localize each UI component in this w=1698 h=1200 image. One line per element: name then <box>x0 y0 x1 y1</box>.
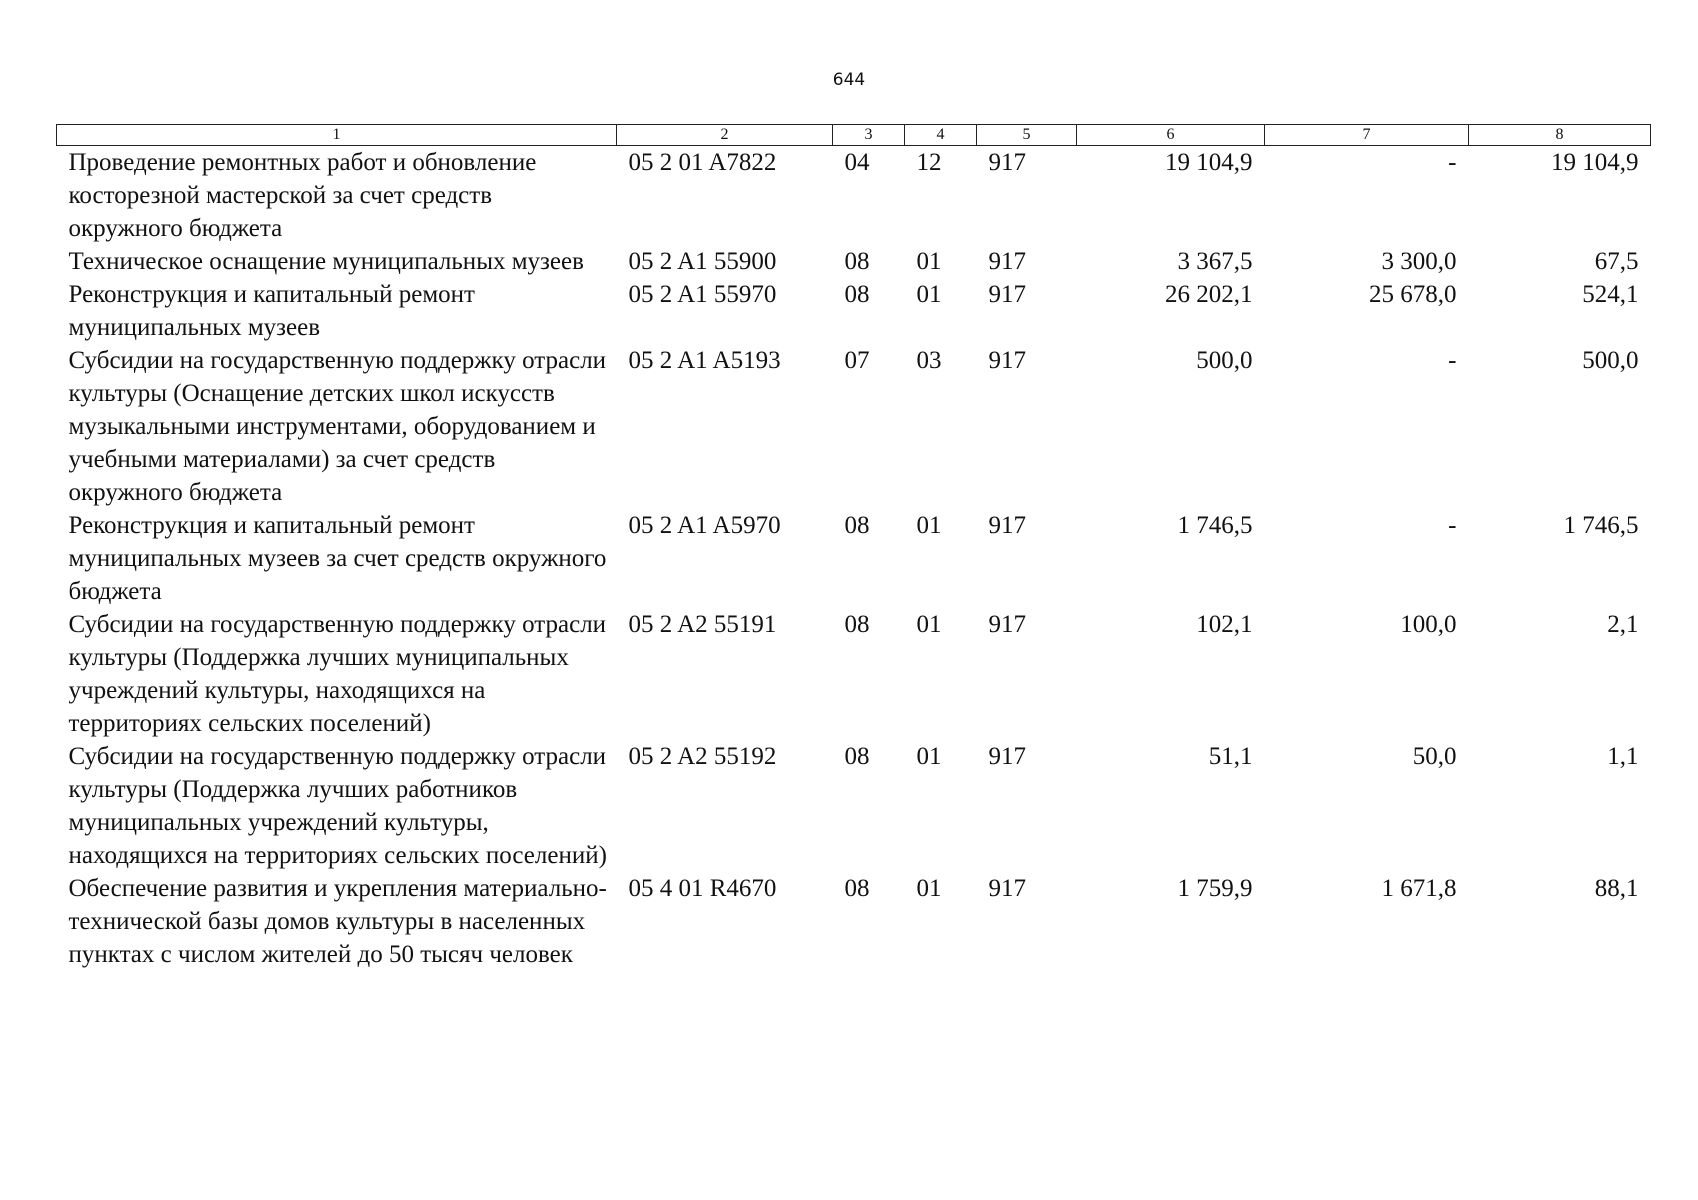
column-header-7: 7 <box>1265 125 1469 146</box>
table-header <box>57 125 1651 146</box>
row-code: 05 2 A2 55192 <box>628 743 777 770</box>
table-row <box>57 509 1651 608</box>
row-total: 19 104,9 <box>1165 149 1253 176</box>
row-admin: 917 <box>988 611 1026 638</box>
column-header-5: 5 <box>977 125 1077 146</box>
row-subsection: 01 <box>916 611 942 638</box>
table-row <box>57 278 1651 344</box>
row-code: 05 2 01 A7822 <box>628 149 777 176</box>
page-number: 644 <box>832 70 866 90</box>
row-name: Субсидии на государственную поддержку отрасли культуры (Оснащение детских школ искусств музыкальными инструментами, оборудованием и учебными материалами) за счет средств окружного бюджета <box>68 347 607 506</box>
row-total: 3 367,5 <box>1177 248 1253 275</box>
row-section: 08 <box>844 611 870 638</box>
table-row <box>57 146 1651 246</box>
row-federal: 50,0 <box>1412 743 1457 770</box>
column-header-4: 4 <box>905 125 977 146</box>
row-total: 51,1 <box>1208 743 1253 770</box>
row-regional: 2,1 <box>1607 611 1639 638</box>
row-total: 1 746,5 <box>1177 512 1253 539</box>
row-admin: 917 <box>988 743 1026 770</box>
row-name: Реконструкция и капитальный ремонт муниципальных музеев <box>68 281 475 341</box>
table-row <box>57 740 1651 872</box>
row-name: Реконструкция и капитальный ремонт муниципальных музеев за счет средств окружного бюджета <box>68 512 607 605</box>
row-subsection: 03 <box>916 347 942 374</box>
table-body <box>57 146 1651 972</box>
row-regional: 500,0 <box>1582 347 1639 374</box>
row-federal: 100,0 <box>1400 611 1457 638</box>
row-section: 07 <box>844 347 870 374</box>
row-federal: 1 671,8 <box>1381 875 1457 902</box>
row-code: 05 2 A1 A5193 <box>628 347 781 374</box>
column-header-6: 6 <box>1077 125 1265 146</box>
row-total: 1 759,9 <box>1177 875 1253 902</box>
row-section: 08 <box>844 248 870 275</box>
row-admin: 917 <box>988 875 1026 902</box>
row-admin: 917 <box>988 281 1026 308</box>
table-row <box>57 245 1651 278</box>
row-federal: - <box>1448 149 1457 176</box>
row-admin: 917 <box>988 248 1026 275</box>
row-subsection: 01 <box>916 875 942 902</box>
row-federal: - <box>1448 512 1457 539</box>
row-section: 04 <box>844 149 870 176</box>
table-row <box>57 872 1651 971</box>
row-total: 500,0 <box>1196 347 1253 374</box>
row-code: 05 2 A1 55970 <box>628 281 777 308</box>
column-header-8: 8 <box>1469 125 1651 146</box>
row-name: Обеспечение развития и укрепления материально-технической базы домов культуры в населенных пунктах с числом жителей до 50 тысяч человек <box>68 875 607 968</box>
row-admin: 917 <box>988 347 1026 374</box>
row-subsection: 01 <box>916 281 942 308</box>
row-section: 08 <box>844 512 870 539</box>
table-row <box>57 344 1651 509</box>
row-federal: 25 678,0 <box>1369 281 1457 308</box>
row-section: 08 <box>844 875 870 902</box>
row-name: Проведение ремонтных работ и обновление косторезной мастерской за счет средств окружного бюджета <box>68 149 537 242</box>
row-subsection: 12 <box>916 149 942 176</box>
row-subsection: 01 <box>916 743 942 770</box>
row-regional: 1,1 <box>1607 743 1639 770</box>
row-subsection: 01 <box>916 248 942 275</box>
budget-table <box>56 124 1651 971</box>
row-regional: 524,1 <box>1582 281 1639 308</box>
table-row <box>57 608 1651 740</box>
column-header-1: 1 <box>57 125 617 146</box>
row-regional: 19 104,9 <box>1551 149 1639 176</box>
header-row <box>57 125 1651 146</box>
row-regional: 1 746,5 <box>1563 512 1639 539</box>
row-code: 05 2 A1 55900 <box>628 248 777 275</box>
row-total: 26 202,1 <box>1165 281 1253 308</box>
row-section: 08 <box>844 281 870 308</box>
row-name: Техническое оснащение муниципальных музеев <box>68 248 584 275</box>
column-header-3: 3 <box>833 125 905 146</box>
row-code: 05 2 A2 55191 <box>628 611 777 638</box>
row-code: 05 2 A1 A5970 <box>628 512 781 539</box>
row-regional: 88,1 <box>1594 875 1639 902</box>
row-subsection: 01 <box>916 512 942 539</box>
row-name: Субсидии на государственную поддержку отрасли культуры (Поддержка лучших работников муниципальных учреждений культуры, находящихся на территориях сельских поселений) <box>68 743 607 869</box>
row-regional: 67,5 <box>1594 248 1639 275</box>
row-name: Субсидии на государственную поддержку отрасли культуры (Поддержка лучших муниципальных учреждений культуры, находящихся на территориях сельских поселений) <box>68 611 607 737</box>
row-total: 102,1 <box>1196 611 1253 638</box>
row-section: 08 <box>844 743 870 770</box>
row-federal: 3 300,0 <box>1381 248 1457 275</box>
row-admin: 917 <box>988 512 1026 539</box>
row-code: 05 4 01 R4670 <box>628 875 777 902</box>
column-header-2: 2 <box>617 125 833 146</box>
row-federal: - <box>1448 347 1457 374</box>
row-admin: 917 <box>988 149 1026 176</box>
